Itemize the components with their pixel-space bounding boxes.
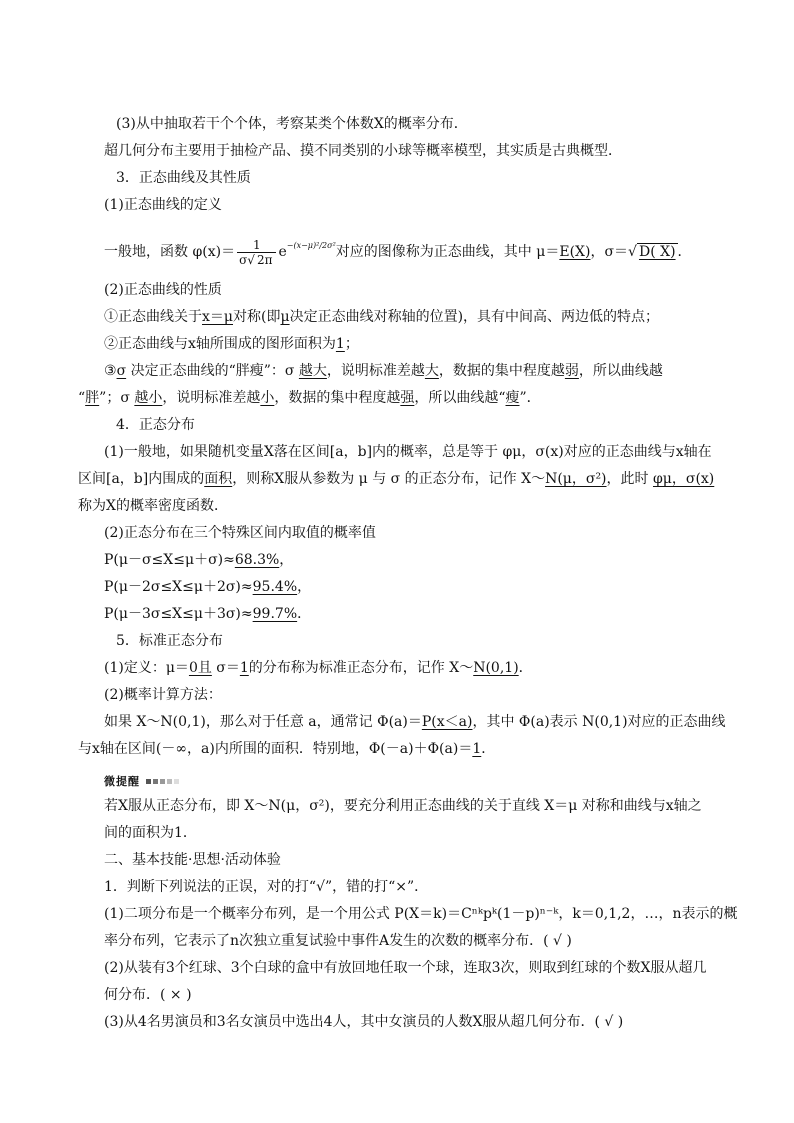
text: 对称(即 xyxy=(233,309,281,325)
text: 的分布称为标准正态分布，记作 X～ xyxy=(248,660,474,676)
decor-square xyxy=(153,779,158,784)
answer-blank: 1 xyxy=(239,660,249,676)
text: 区间[a，b]内围成的 xyxy=(78,471,205,487)
answer-blank: 1 xyxy=(472,741,482,757)
answer-blank: 1 xyxy=(335,336,345,352)
answer-blank: N(μ，σ²) xyxy=(545,471,607,487)
decor-square xyxy=(146,779,151,784)
answer-blank: 强 xyxy=(400,390,415,406)
text: ”；σ xyxy=(99,390,135,406)
text-line: (1)正态曲线的定义 xyxy=(104,197,222,213)
answer-blank: 越大 xyxy=(298,363,327,379)
text: ， xyxy=(297,579,312,595)
text-line xyxy=(104,361,663,381)
text-line xyxy=(104,658,533,678)
exponent: −(x−μ)²/2σ² xyxy=(286,241,336,250)
answer-blank: 胖 xyxy=(85,390,100,406)
text-line xyxy=(78,739,495,759)
question-item: (2)从装有3个红球、3个白球的盒中有放回地任取一个球，连取3次，则取到红球的个数X服从超几 xyxy=(104,960,707,976)
answer-blank: 0且 xyxy=(188,660,212,676)
text-line: (2)正态分布在三个特殊区间内取值的概率值 xyxy=(104,525,376,541)
text: ，说明标准差越 xyxy=(326,363,425,379)
text: ③ xyxy=(104,363,117,379)
probability-line xyxy=(104,604,311,624)
tip-label xyxy=(104,771,179,792)
text: (1)定义：μ＝ xyxy=(104,660,189,676)
text: 对应的图像称为正态曲线，其中 μ＝ xyxy=(335,244,560,260)
text: P(μ－σ≤X≤μ＋σ)≈ xyxy=(104,552,235,568)
text: ，此时 xyxy=(606,471,653,487)
answer-blank: 99.7% xyxy=(252,606,298,622)
text: ． xyxy=(481,741,496,757)
answer-blank: μ xyxy=(280,309,290,325)
section-heading: 二、基本技能·思想·活动体验 xyxy=(104,852,281,868)
text: “ xyxy=(78,390,86,406)
question-item: 何分布．( × ) xyxy=(104,987,192,1003)
text: ，其中 Φ(a)表示 N(0,1)对应的正态曲线 xyxy=(472,714,726,730)
probability-line xyxy=(104,577,311,597)
text: ，所以曲线越 xyxy=(578,363,663,379)
sigma-answer: D( X) xyxy=(638,244,676,260)
text-line xyxy=(104,334,359,354)
text: 与x轴在区间(－∞，a)内所围的面积．特别地，Φ(－a)＋Φ(a)＝ xyxy=(78,741,473,757)
section-heading: 4．正态分布 xyxy=(116,417,195,433)
text: ， xyxy=(279,552,294,568)
answer-blank: N(0,1) xyxy=(473,660,519,676)
text: ，则称X服从参数为 μ 与 σ 的正态分布，记作 X～ xyxy=(232,471,546,487)
answer-blank: 小 xyxy=(260,390,275,406)
pdf-definition-line: 一般地，函数 φ(x)＝ $\frac{1}{\sigma√ 2\pi}$ $e^{-(x-\mu)^2/2\sigma^2}$对应的图像称为正态曲线，其中 μ＝E(X)，σ＝√ D( X) ． xyxy=(104,237,692,267)
question-heading: 1．判断下列说法的正误，对的打“√”，错的打“×”． xyxy=(104,879,429,895)
text-line: 间的面积为1． xyxy=(104,825,197,841)
text: ． xyxy=(518,660,533,676)
fraction xyxy=(237,238,276,267)
answer-blank: 瘦 xyxy=(505,390,520,406)
text: ②正态曲线与x轴所围成的图形面积为 xyxy=(104,336,336,352)
answer-blank: 弱 xyxy=(564,363,579,379)
question-item: 率分布列，它表示了n次独立重复试验中事件A发生的次数的概率分布．( √ ) xyxy=(104,933,572,949)
e-symbol: e xyxy=(278,244,287,260)
text-line xyxy=(104,712,726,732)
answer-blank: 面积 xyxy=(204,471,233,487)
sigma-symbol: σ xyxy=(239,252,248,267)
decor-square xyxy=(174,779,179,784)
text-line xyxy=(78,388,541,408)
text: σ＝ xyxy=(211,660,240,676)
text-line: 超几何分布主要用于抽检产品、摸不同类别的小球等概率模型，其实质是古典概型． xyxy=(104,143,622,159)
mu-answer: E(X) xyxy=(559,244,591,260)
text-line: (2)正态曲线的性质 xyxy=(104,282,222,298)
answer-blank: 95.4% xyxy=(252,579,298,595)
text-line: 称为X的概率密度函数． xyxy=(78,498,228,514)
answer-blank: P(x＜a) xyxy=(421,714,473,730)
text: 决定正态曲线对称轴的位置)，具有中间高、两边低的特点； xyxy=(289,309,660,325)
answer-blank: x＝μ xyxy=(202,309,233,325)
decor-square xyxy=(160,779,165,784)
sqrt-content: 2π xyxy=(256,252,273,267)
text-line: (1)一般地，如果随机变量X落在区间[a，b]内的概率，总是等于 φμ，σ(x)对应的正态曲线与x轴在 xyxy=(104,444,712,460)
text: 如果 X～N(0,1)，那么对于任意 a，通常记 Φ(a)＝ xyxy=(104,714,422,730)
text: P(μ－3σ≤X≤μ＋3σ)≈ xyxy=(104,606,253,622)
text: ①正态曲线关于 xyxy=(104,309,202,325)
text: 决定正态曲线的“胖瘦”：σ xyxy=(126,363,299,379)
text: ． xyxy=(297,606,312,622)
answer-blank: 大 xyxy=(424,363,439,379)
answer-blank: 越小 xyxy=(134,390,163,406)
fraction-numerator: 1 xyxy=(237,238,276,253)
text: 一般地，函数 φ(x)＝ xyxy=(104,244,236,260)
probability-line xyxy=(104,550,293,570)
answer-blank: 68.3% xyxy=(234,552,280,568)
tip-title: 微提醒 xyxy=(104,775,140,788)
fraction-denominator: σ√ 2π xyxy=(239,252,273,267)
answer-blank: φμ，σ(x) xyxy=(652,471,715,487)
text: ，数据的集中程度越 xyxy=(438,363,565,379)
answer-blank: σ xyxy=(116,363,127,379)
section-heading: 5．标准正态分布 xyxy=(116,633,223,649)
text: ． xyxy=(677,244,692,260)
text-line: (2)概率计算方法： xyxy=(104,687,222,703)
text-line: 若X服从正态分布，即 X～N(μ，σ²)，要充分利用正态曲线的关于直线 X＝μ 对称和曲线与x轴之 xyxy=(104,798,702,814)
section-heading: 3．正态曲线及其性质 xyxy=(116,170,251,186)
text: ，σ＝ xyxy=(590,244,629,260)
text-line: (3)从中抽取若干个个体，考察某类个体数X的概率分布． xyxy=(116,116,468,132)
text: ，数据的集中程度越 xyxy=(274,390,401,406)
question-item: (1)二项分布是一个概率分布列，是一个用公式 P(X＝k)＝Cⁿᵏpᵏ(1－p)ⁿ⁻ᵏ，k＝0,1,2，…，n表示的概 xyxy=(104,906,738,922)
text: P(μ－2σ≤X≤μ＋2σ)≈ xyxy=(104,579,253,595)
text-line xyxy=(104,307,659,327)
text: ； xyxy=(344,336,359,352)
text-line xyxy=(78,469,714,489)
text: ，所以曲线越“ xyxy=(414,390,506,406)
text: ，说明标准差越 xyxy=(162,390,261,406)
text: ”． xyxy=(519,390,541,406)
decor-square xyxy=(167,779,172,784)
question-item: (3)从4名男演员和3名女演员中选出4人，其中女演员的人数X服从超几何分布．( √ ) xyxy=(104,1014,624,1030)
